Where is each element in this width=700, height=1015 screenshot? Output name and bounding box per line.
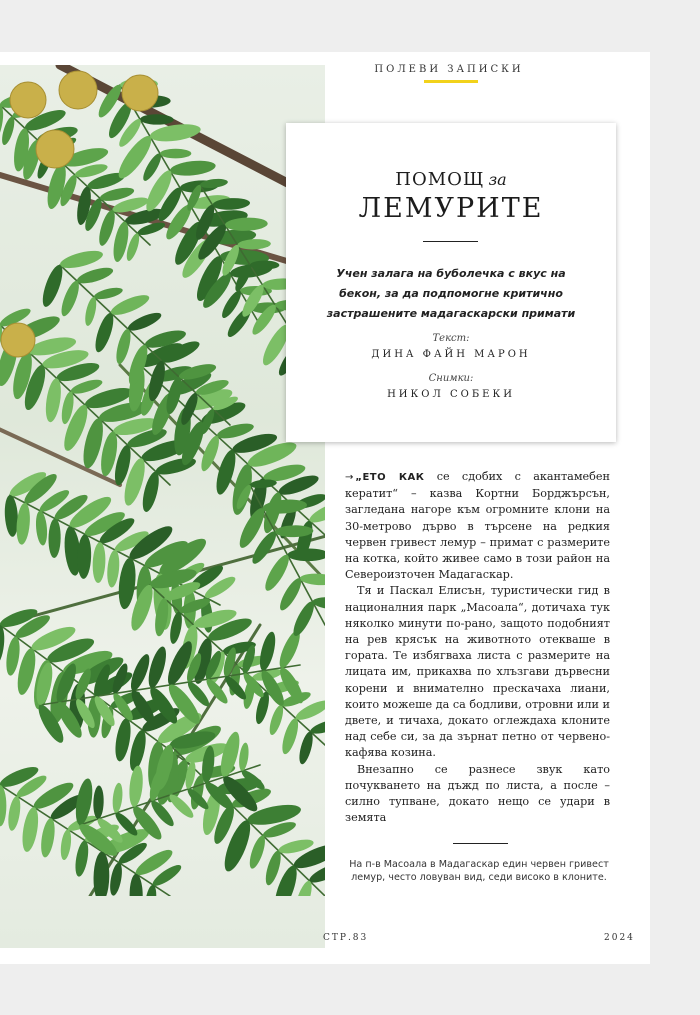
article-paragraph-3: Внезапно се разнесе звук като почукването на дъжд по листа, а после – силно тупване, докато нещо се удари в земята (345, 762, 610, 825)
photo-credit-author: НИКОЛ СОБЕКИ (387, 389, 515, 400)
title-divider (423, 241, 478, 242)
headline-word: ПОМОЩ (395, 169, 485, 190)
lead-arrow-icon: → (345, 472, 354, 483)
title-box (286, 123, 616, 442)
headline-line-2: ЛЕМУРИТЕ (358, 193, 544, 224)
photo-caption: На п-в Масоала в Мадагаскар един червен гривест лемур, често ловуван вид, седи високо в клоните. (349, 859, 609, 883)
photo-credit-label: Снимки: (428, 373, 474, 384)
article-paragraph-2: Тя и Паскал Елисън, туристически гид в националния парк „Масоала“, дотичаха тук няколко минути по-рано, защото подобният на рев крясък на животното отекваше в гората. Те избягваха листа с размерите на лицата им, прикахва по хлъзгави дървесни корени и внимателно прескачаха лиани, които можеше да са бодливи, отровни или и двете, и тичаха, докато оглеждаха клоните над себе си, за да зърнат петно от червено-кафява козина. (345, 584, 610, 760)
headline-small-word: за (488, 170, 507, 189)
lead-in-caps: „ЕТО КАК (355, 472, 425, 483)
section-accent-bar (424, 80, 478, 83)
article-paragraph-1 (345, 469, 610, 583)
text-credit-label: Текст: (432, 333, 470, 344)
deck-subtitle: Учен залага на буболечка с вкус на бекон, за да подпомогне критично застрашените мадагаскарски примати (326, 267, 576, 320)
page-number: СТР.83 (323, 933, 369, 943)
paragraph-1-text: се сдобих с акантамебен кератит“ – казва Кортни Борджърсън, загледана нагоре към огромните клони на 30-метрово дърво в търсене на редкия червен гривест лемур – примат с размерите на котка, който живее само в този район на Североизточен Мадагаскар. (345, 470, 610, 582)
tree-photo (0, 65, 325, 948)
article-body (345, 469, 610, 826)
tree-foliage-illustration (0, 65, 325, 896)
caption-divider (453, 843, 508, 844)
issue-year: 2024 (604, 933, 635, 943)
section-label: ПОЛЕВИ ЗАПИСКИ (374, 64, 524, 75)
headline-line-1 (286, 169, 616, 190)
text-credit-author: ДИНА ФАЙН МАРОН (371, 349, 531, 360)
